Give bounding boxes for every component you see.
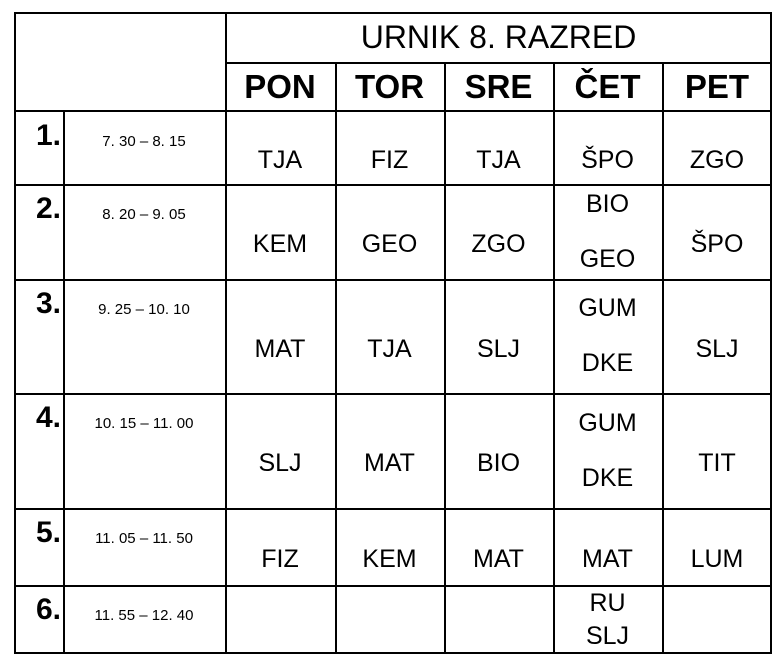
period-time: 7. 30 – 8. 15: [102, 133, 186, 150]
subject-label: FIZ: [370, 146, 409, 175]
subject-cell: [662, 279, 772, 393]
subject-label: GEO: [579, 244, 636, 273]
subject-label: GUM: [578, 294, 637, 323]
subject-label: ŠPO: [581, 146, 634, 175]
subject-label: RU: [589, 588, 626, 617]
period-number: 6.: [36, 593, 62, 626]
subject-cell: [444, 508, 553, 585]
subject-cell: [335, 585, 444, 654]
subject-cell: [662, 393, 772, 508]
subject-cell: [662, 184, 772, 279]
day-header-5: PET: [684, 67, 750, 105]
subject-cell: [335, 111, 444, 184]
subject-cell: [335, 279, 444, 393]
period-number: 5.: [36, 516, 62, 549]
subject-cell: [225, 184, 335, 279]
subject-cell: [662, 111, 772, 184]
subject-cell: [225, 393, 335, 508]
subject-label: TJA: [476, 146, 521, 175]
subject-cell: [553, 279, 662, 393]
day-header-1: PON: [244, 67, 316, 105]
subject-label: TIT: [698, 449, 736, 478]
timetable-title: URNIK 8. RAZRED: [360, 18, 637, 55]
subject-cell: [553, 184, 662, 279]
subject-label: KEM: [252, 230, 308, 259]
subject-cell: [444, 184, 553, 279]
subject-label: ŠPO: [690, 230, 744, 259]
day-header-2: TOR: [354, 67, 425, 105]
subject-label: BIO: [476, 449, 521, 478]
subject-label: SLJ: [258, 449, 302, 478]
subject-cell: [225, 279, 335, 393]
subject-label: DKE: [581, 463, 634, 492]
subject-cell: [225, 111, 335, 184]
subject-label: SLJ: [476, 334, 521, 363]
subject-label: BIO: [585, 189, 630, 218]
subject-label: MAT: [364, 449, 415, 478]
subject-label: GUM: [578, 408, 637, 437]
subject-cell: [444, 111, 553, 184]
subject-cell: [662, 585, 772, 654]
subject-cell: [444, 279, 553, 393]
period-time: 9. 25 – 10. 10: [98, 301, 190, 318]
period-time: 11. 55 – 12. 40: [94, 607, 194, 624]
subject-cell: [553, 585, 662, 654]
period-number: 1.: [36, 119, 62, 152]
subject-label: MAT: [473, 545, 524, 574]
subject-label: TJA: [367, 334, 412, 363]
subject-label: LUM: [690, 545, 744, 574]
subject-cell: [553, 111, 662, 184]
subject-label: FIZ: [261, 545, 299, 574]
subject-cell: [335, 508, 444, 585]
period-time: 8. 20 – 9. 05: [102, 206, 186, 223]
subject-label: MAT: [582, 545, 633, 574]
day-header-4: ČET: [574, 67, 641, 105]
subject-cell: [444, 585, 553, 654]
subject-cell: [662, 508, 772, 585]
period-time: 10. 15 – 11. 00: [94, 415, 194, 432]
subject-cell: [553, 508, 662, 585]
subject-label: GEO: [361, 230, 418, 259]
subject-label: MAT: [254, 334, 306, 363]
subject-label: SLJ: [695, 334, 739, 363]
subject-label: SLJ: [585, 621, 630, 650]
grid-line: [14, 12, 772, 14]
subject-label: TJA: [257, 146, 303, 175]
subject-cell: [553, 393, 662, 508]
subject-label: ZGO: [471, 230, 526, 259]
period-time: 11. 05 – 11. 50: [95, 530, 193, 547]
subject-cell: [335, 184, 444, 279]
day-header-3: SRE: [464, 67, 533, 105]
subject-cell: [444, 393, 553, 508]
subject-label: DKE: [581, 349, 634, 377]
subject-label: ZGO: [689, 146, 745, 175]
subject-label: KEM: [362, 545, 417, 574]
subject-cell: [225, 585, 335, 654]
subject-cell: [335, 393, 444, 508]
period-number: 2.: [36, 192, 62, 225]
period-number: 3.: [36, 287, 62, 320]
period-number: 4.: [36, 401, 62, 434]
subject-cell: [225, 508, 335, 585]
